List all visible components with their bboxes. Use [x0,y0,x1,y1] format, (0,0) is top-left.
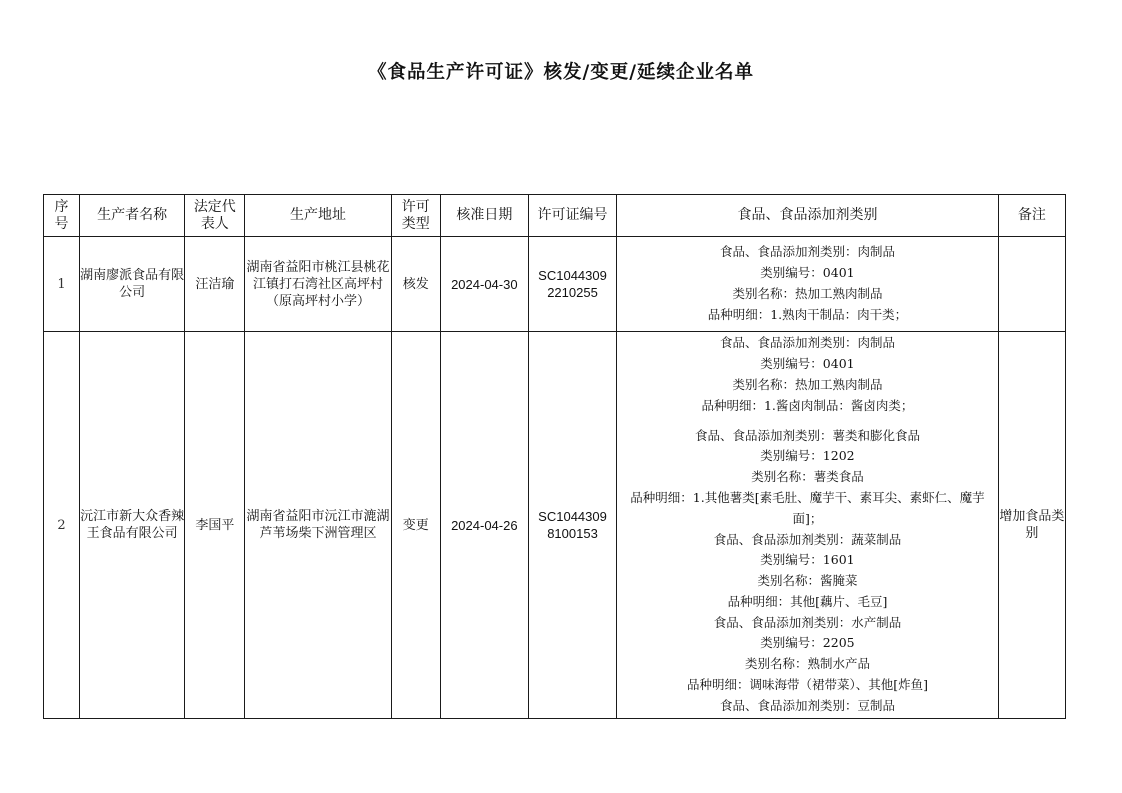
category-line: 食品、食品添加剂类别：肉制品 [719,244,895,260]
permit-no-line1: SC1044309 [538,268,607,283]
category-line: 类别名称：热加工熟肉制品 [732,376,883,392]
category-line: 品种明细：调味海带（裙带菜）、其他[炸鱼] [686,677,928,693]
header-remark: 备注 [998,195,1065,237]
category-line: 食品、食品添加剂类别：豆制品 [719,697,895,713]
cell-address: 湖南省益阳市沅江市漉湖芦苇场柴下洲管理区 [245,332,391,719]
page-title: 《食品生产许可证》核发/变更/延续企业名单 [367,62,754,83]
category-line: 类别编号：1601 [760,552,855,568]
category-line: 类别名称：热加工熟肉制品 [732,286,883,301]
table-row [44,237,1066,332]
permit-no-line2: 2210255 [547,285,598,300]
category-line: 类别编号：2205 [760,635,855,651]
category-line: 品种明细：1.其他薯类[素毛肚、魔芋干、素耳尖、素虾仁、魔芋面]； [630,489,985,526]
header-category: 食品、食品添加剂类别 [617,195,999,237]
category-line: 类别名称：薯类食品 [751,469,864,485]
cell-seq: 1 [44,237,80,332]
cell-legal-rep: 汪洁瑜 [185,237,245,332]
cell-approval-date: 2024-04-26 [440,332,528,719]
category-line: 食品、食品添加剂类别：薯类和膨化食品 [694,427,920,443]
category-line: 品种明细：1.酱卤肉制品：酱卤肉类； [701,397,914,413]
category-line: 类别编号：0401 [760,356,855,372]
category-line: 类别名称：熟制水产品 [744,656,870,672]
header-approval-date: 核准日期 [440,195,528,237]
header-seq: 序号 [44,195,80,237]
cell-seq: 2 [44,332,80,719]
cell-remark [998,237,1065,332]
header-producer: 生产者名称 [80,195,185,237]
category-line: 食品、食品添加剂类别：蔬菜制品 [713,531,902,547]
permit-list-table [43,194,1066,719]
category-line: 类别名称：酱腌菜 [757,573,858,589]
header-permit-type: 许可类型 [391,195,440,237]
cell-producer: 湖南廖派食品有限公司 [80,237,185,332]
cell-address: 湖南省益阳市桃江县桃花江镇打石湾社区高坪村（原高坪村小学） [245,237,391,332]
cell-remark: 增加食品类别 [998,332,1065,719]
cell-producer: 沅江市新大众香辣王食品有限公司 [80,332,185,719]
header-permit-no: 许可证编号 [528,195,616,237]
cell-approval-date: 2024-04-30 [440,237,528,332]
category-line: 食品、食品添加剂类别：水产制品 [713,614,902,630]
category-line: 类别编号：1202 [760,448,855,464]
permit-no-line1: SC1044309 [538,509,607,524]
header-address: 生产地址 [245,195,391,237]
category-line: 类别编号：0401 [760,265,855,281]
table-header-row [44,195,1066,237]
cell-permit-type: 核发 [391,237,440,332]
cell-category [617,237,999,332]
table-row [44,332,1066,719]
cell-permit-no [528,237,616,332]
cell-category [617,332,999,719]
category-line: 品种明细：1.熟肉干制品：肉干类； [707,306,908,322]
permit-no-line2: 8100153 [547,526,598,541]
cell-permit-type: 变更 [391,332,440,719]
header-legal-rep: 法定代表人 [185,195,245,237]
category-line: 食品、食品添加剂类别：肉制品 [719,335,895,351]
category-line: 品种明细：其他[藕片、毛豆] [727,593,888,609]
cell-legal-rep: 李国平 [185,332,245,719]
cell-permit-no [528,332,616,719]
